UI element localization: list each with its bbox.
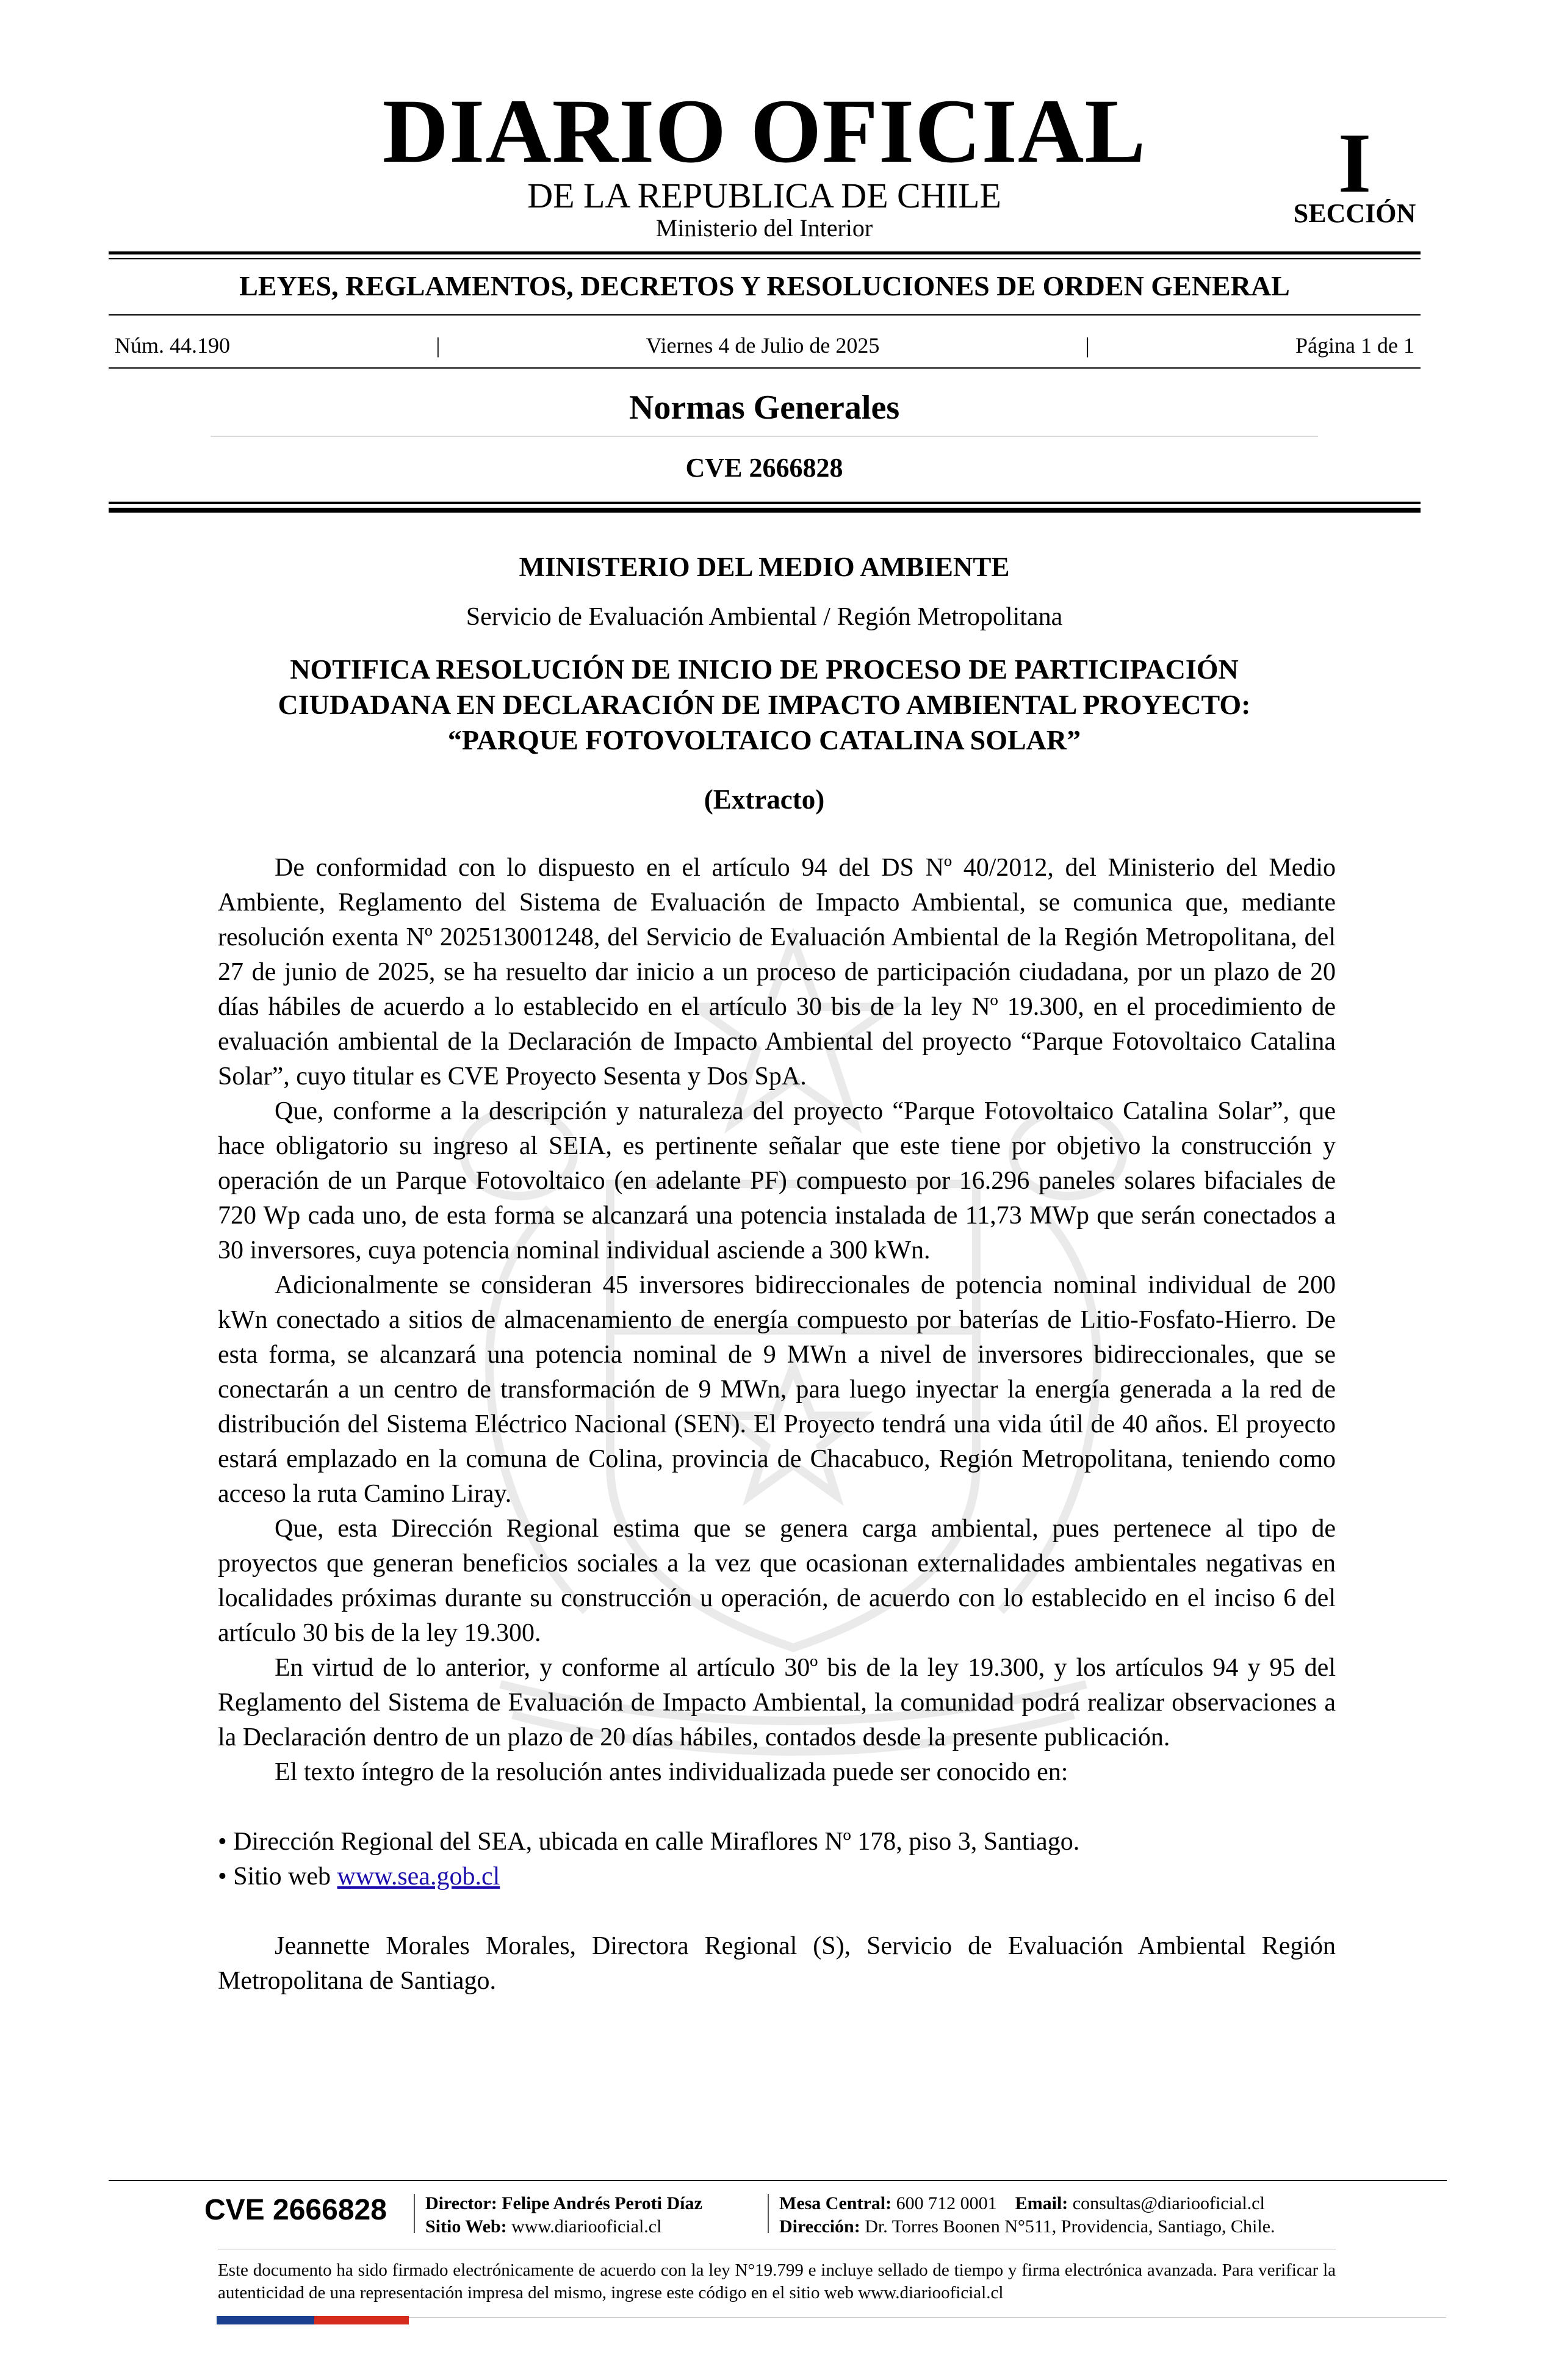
body-paragraph: Adicionalmente se consideran 45 inversores bidireccionales de potencia nominal individual de 200 kWn conectado a sitios de almacenamiento de energía compuesto por baterías de Litio-Fosfato-Hierro. De esta forma, se alcanzará una potencia nominal de 9 MWn a nivel de inversores bidireccionales, que se conectarán a un centro de transformación de 9 MWn, para luego inyectar la energía generada a la red de distribución del Sistema Eléctrico Nacional (SEN). El Proyecto tendrá una vida útil de 40 años. El proyecto estará emplazado en la comuna de Colina, provincia de Chacabuco, Región Metropolitana, teniendo como acceso la ruta Camino Liray. [218, 1271, 1336, 1508]
bullet-website-prefix: • Sitio web [218, 1863, 337, 1891]
document-title-line: CIUDADANA EN DECLARACIÓN DE IMPACTO AMBIENTAL PROYECTO: [278, 689, 1251, 720]
footer-separator [414, 2194, 415, 2233]
flag-stripe-red [314, 2316, 409, 2324]
laws-rule [109, 314, 1421, 316]
footer-rule [109, 2180, 1447, 2181]
footer-website[interactable]: www.diariooficial.cl [511, 2216, 662, 2237]
masthead-rule-thin [109, 258, 1421, 259]
footer-address: Dr. Torres Boonen N°511, Providencia, Santiago, Chile. [865, 2216, 1275, 2237]
issue-line [115, 334, 1414, 356]
section-title: Normas Generales [629, 389, 900, 427]
cve-code: CVE 2666828 [685, 453, 843, 483]
signature: Jeannette Morales Morales, Directora Regional (S), Servicio de Evaluación Ambiental Región Metropolitana de Santiago. [218, 1932, 1336, 1995]
footer-email[interactable]: consultas@diariooficial.cl [1072, 2193, 1265, 2213]
document-service: Servicio de Evaluación Ambiental / Región Metropolitana [466, 603, 1063, 631]
footer-bottom-rule [409, 2317, 1446, 2318]
issue-rule [109, 367, 1421, 369]
bullet-sea-office: • Dirección Regional del SEA, ubicada en calle Miraflores Nº 178, piso 3, Santiago. [218, 1828, 1080, 1856]
email-label: Email: [1015, 2193, 1068, 2213]
sea-website-link[interactable]: www.sea.gob.cl [337, 1863, 500, 1891]
issue-date: Viernes 4 de Julio de 2025 [646, 333, 880, 358]
body-paragraph: Que, esta Dirección Regional estima que se genera carga ambiental, pues pertenece al tipo de proyectos que generan beneficios sociales a la vez que ocasionan externalidades ambientales negativas en localidades próximas durante su construcción u operación, de acuerdo con lo establecido en el inciso 6 del artículo 30 bis de la ley 19.300. [218, 1515, 1336, 1647]
section-label: SECCIÓN [1293, 198, 1416, 228]
footer-separator [768, 2194, 769, 2233]
document-title [217, 652, 1312, 758]
body-paragraph: De conformidad con lo dispuesto en el artículo 94 del DS Nº 40/2012, del Ministerio del Medio Ambiente, Reglamento del Sistema de Evaluación de Impacto Ambiental, se comunica que, mediante resolución exenta Nº 202513001248, del Servicio de Evaluación Ambiental de la Región Metropolitana, del 27 de junio de 2025, se ha resuelto dar inicio a un proceso de participación ciudadana, por un plazo de 20 días hábiles de acuerdo a lo establecido en el artículo 30 bis de la ley Nº 19.300, en el procedimiento de evaluación ambiental de la Declaración de Impacto Ambiental del proyecto “Parque Fotovoltaico Catalina Solar”, cuyo titular es CVE Proyecto Sesenta y Dos SpA. [218, 854, 1336, 1091]
footer-note: Este documento ha sido firmado electrónicamente de acuerdo con la ley N°19.799 e incluye sellado de tiempo y firma electrónica avanzada. Para verificar la autenticidad de una representación impresa del mismo, ingrese este código en el sitio web www.diariooficial.cl [218, 2260, 1336, 2302]
laws-banner: LEYES, REGLAMENTOS, DECRETOS Y RESOLUCIONES DE ORDEN GENERAL [239, 270, 1290, 301]
issue-separator: | [1085, 333, 1090, 358]
body-paragraph: Que, conforme a la descripción y naturaleza del proyecto “Parque Fotovoltaico Catalina Solar”, que hace obligatorio su ingreso al SEIA, es pertinente señalar que este tiene por objetivo la construcción y operación de un Parque Fotovoltaico (en adelante PF) compuesto por 16.296 paneles solares bifaciales de 720 Wp cada uno, de esta forma se alcanzará una potencia instalada de 11,73 MWp que serán conectados a 30 inversores, cuya potencia nominal individual asciende a 300 kWn. [218, 1097, 1336, 1264]
issue-page: Página 1 de 1 [1295, 333, 1414, 358]
body-paragraph: En virtud de lo anterior, y conforme al artículo 30º bis de la ley 19.300, y los artículos 94 y 95 del Reglamento del Sistema de Evaluación de Impacto Ambiental, la comunidad podrá realizar observaciones a la Declaración dentro de un plazo de 20 días hábiles, contados desde la presente publicación. [218, 1654, 1336, 1751]
footer-director-block [425, 2192, 702, 2238]
bullet-website [218, 1859, 1336, 1894]
document-ministry: MINISTERIO DEL MEDIO AMBIENTE [519, 552, 1010, 582]
newspaper-subtitle: DE LA REPUBLICA DE CHILE [527, 176, 1001, 215]
section-number: I [1338, 116, 1372, 211]
document-title-line: “PARQUE FOTOVOLTAICO CATALINA SOLAR” [447, 724, 1081, 755]
masthead-rule-thick [109, 251, 1421, 254]
footer-cve: CVE 2666828 [204, 2194, 387, 2226]
header-rule-2 [109, 508, 1421, 513]
header-rule-1 [109, 502, 1421, 504]
document-body [218, 851, 1336, 1999]
issue-number: Núm. 44.190 [115, 333, 230, 358]
footer-contact-block [779, 2192, 1275, 2238]
issue-separator: | [436, 333, 441, 358]
mesa-label: Mesa Central: [779, 2193, 892, 2213]
address-label: Dirección: [779, 2216, 860, 2237]
website-label: Sitio Web: [425, 2216, 507, 2237]
director-name: Felipe Andrés Peroti Díaz [502, 2193, 702, 2213]
director-label: Director: [425, 2193, 497, 2213]
flag-stripe-blue [217, 2316, 314, 2324]
extracto-label: (Extracto) [704, 784, 825, 815]
newspaper-ministry: Ministerio del Interior [655, 214, 873, 242]
body-paragraph: El texto íntegro de la resolución antes individualizada puede ser conocido en: [275, 1758, 1068, 1786]
section-divider [211, 436, 1318, 437]
newspaper-title: DIARIO OFICIAL [382, 81, 1147, 182]
document-title-line: NOTIFICA RESOLUCIÓN DE INICIO DE PROCESO DE PARTICIPACIÓN [290, 654, 1239, 685]
mesa-phone: 600 712 0001 [896, 2193, 997, 2213]
